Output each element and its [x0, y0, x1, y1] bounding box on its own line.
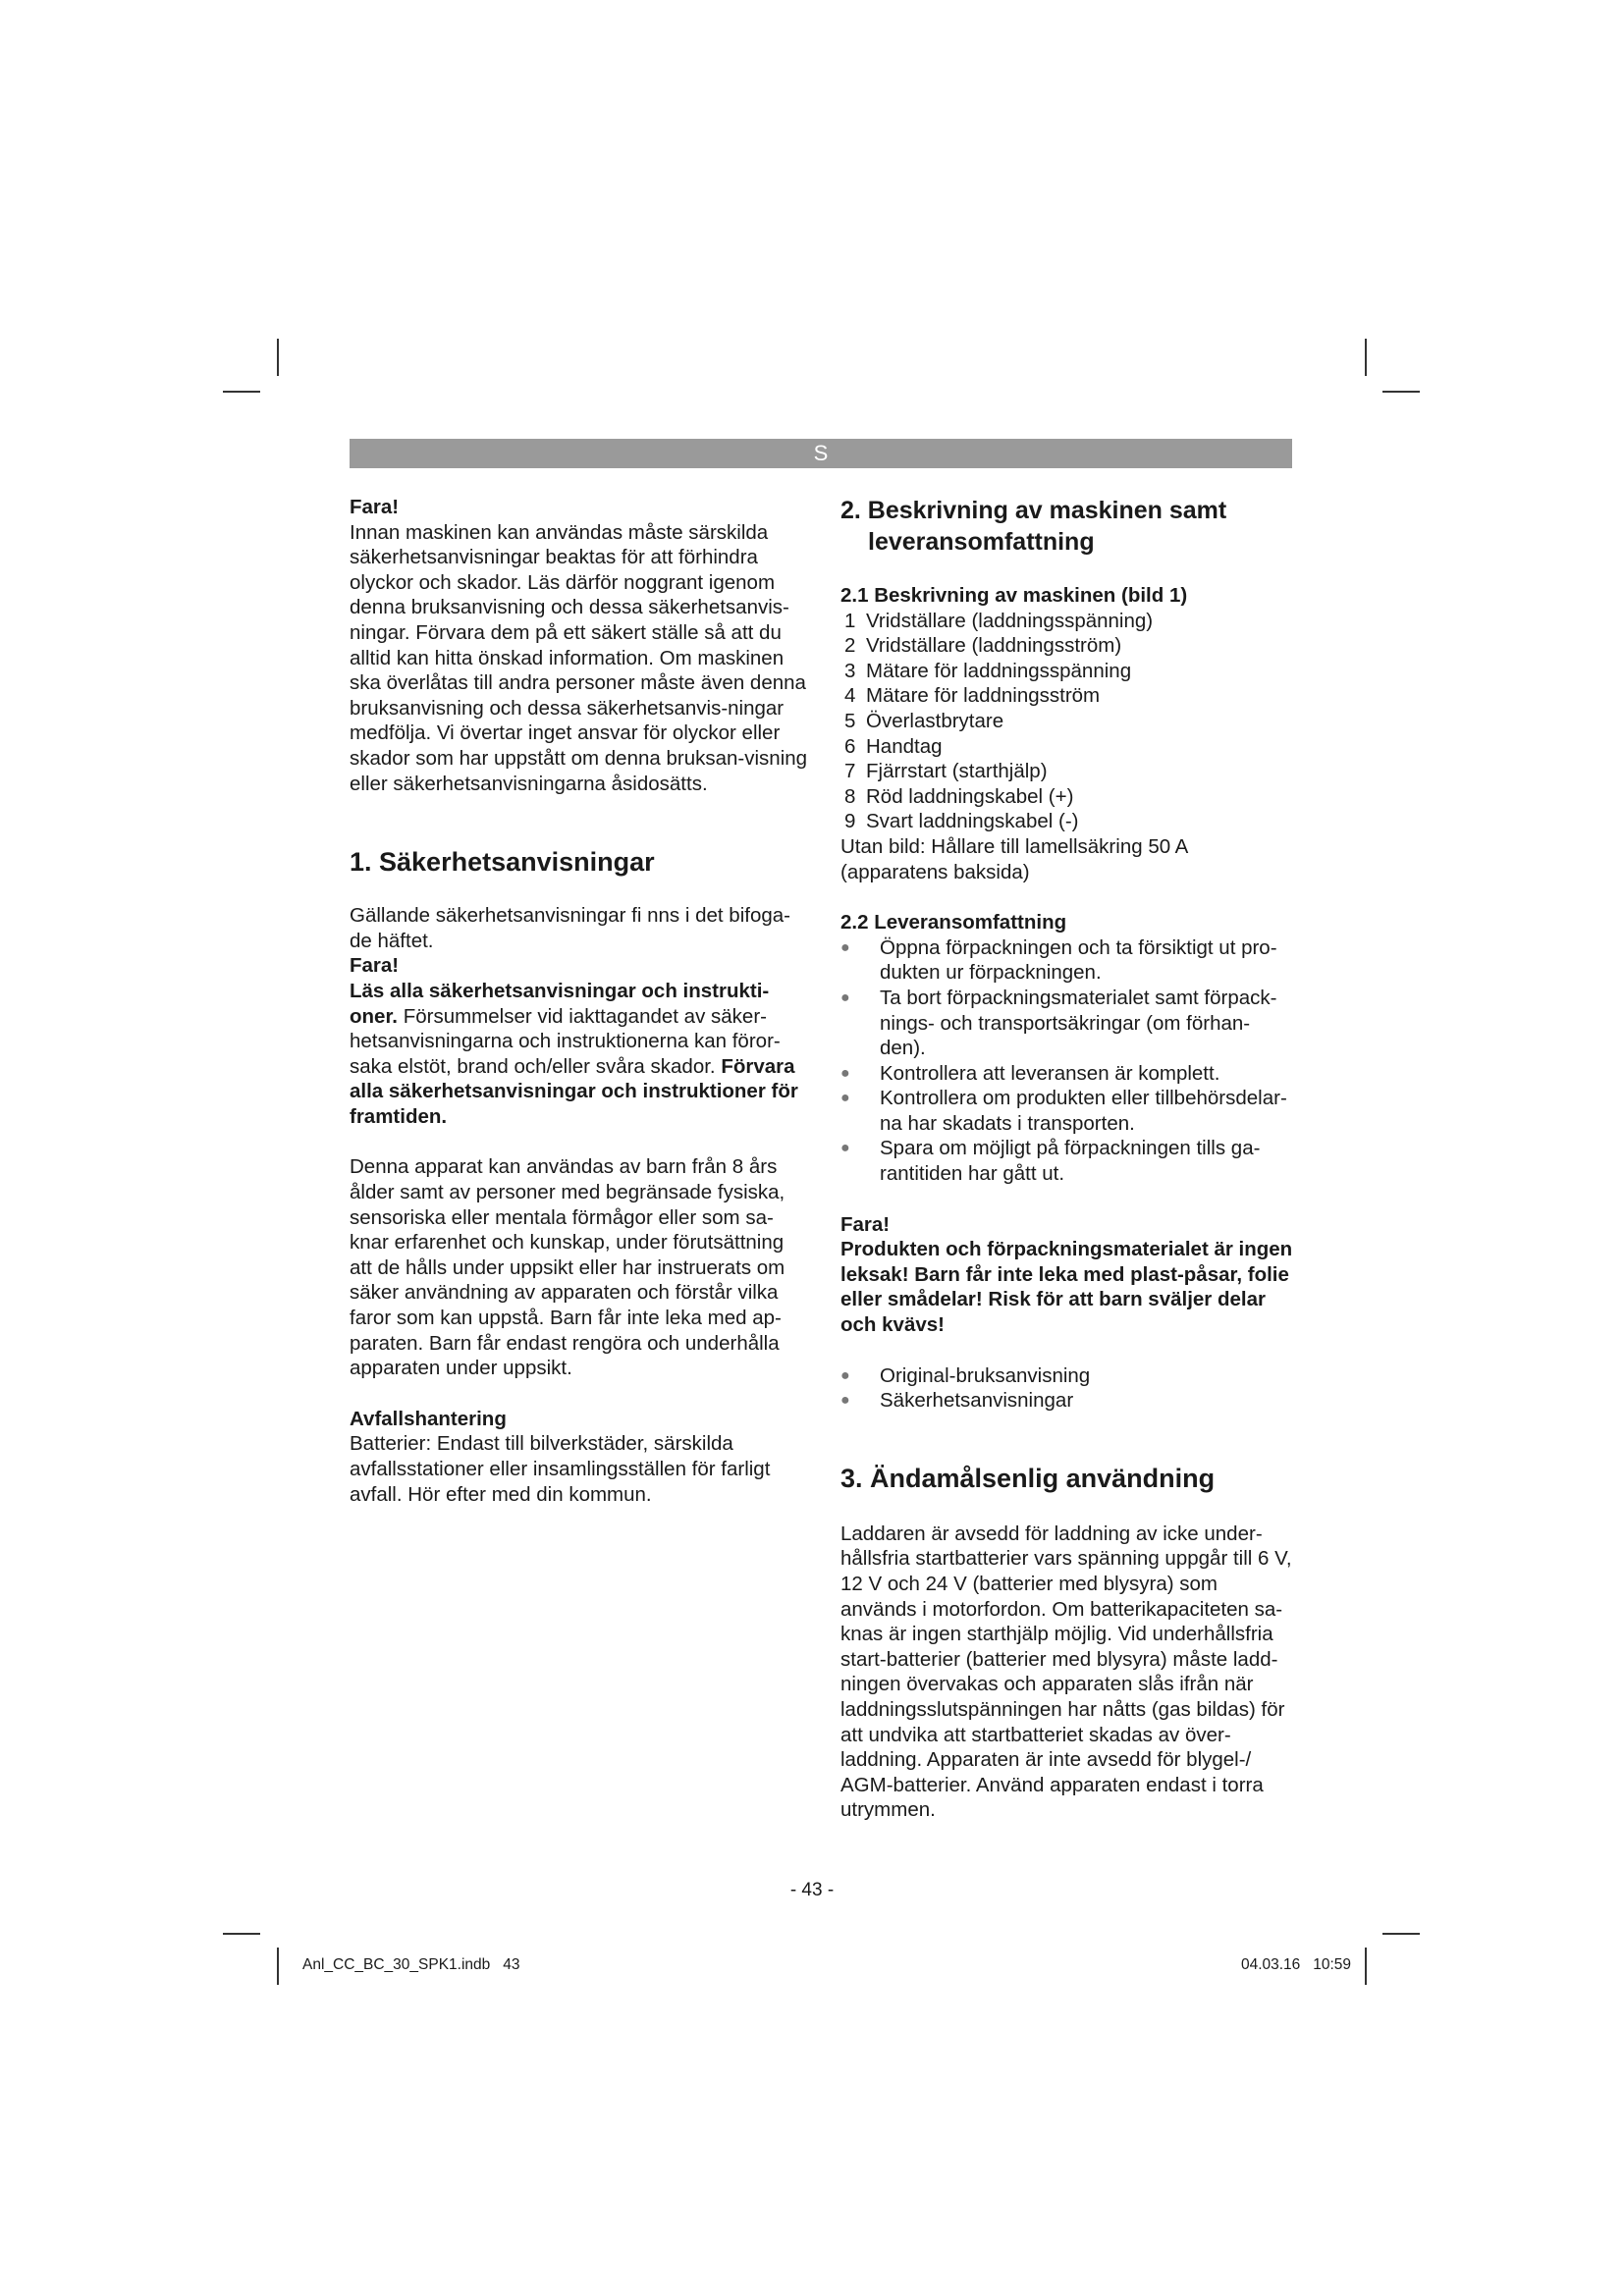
- bullet-icon: ●: [840, 1392, 850, 1410]
- bullet-icon: ●: [840, 938, 850, 956]
- item-number: 1: [844, 609, 856, 632]
- item-number: 7: [844, 760, 856, 783]
- item-number: 8: [844, 784, 856, 808]
- list-item: [840, 986, 1294, 1061]
- item-label: Handtag: [866, 734, 943, 758]
- list-item: [840, 1086, 1294, 1136]
- list-item: [840, 609, 1294, 634]
- item-number: 3: [844, 659, 856, 682]
- crop-mark: [1365, 339, 1367, 376]
- list-item: [840, 809, 1294, 834]
- crop-mark: [223, 1933, 260, 1935]
- section-1-heading: 1. Säkerhetsanvisningar: [350, 847, 655, 878]
- danger-title: Fara!: [840, 1212, 891, 1236]
- item-text: Kontrollera om produkten eller tillbehörsdelar-na har skadats i transporten.: [880, 1087, 1287, 1135]
- waste-title: Avfallshantering: [350, 1407, 507, 1430]
- crop-mark: [1382, 1933, 1420, 1935]
- children-paragraph: Denna apparat kan användas av barn från 8 års ålder samt av personer med begränsade fysiska, sensoriska eller mentala förmågor eller som sa-knar erfarenhet och kunskap, under förutsättning att de hålls under uppsikt eller har instruerats om säker användning av apparaten och förstår vilka faror som kan uppstå. Barn får inte leka med ap-paraten. Barn får endast rengöra och underhålla apparaten under uppsikt.: [350, 1155, 785, 1380]
- delivery-steps: [840, 935, 1294, 1187]
- danger-title: Fara!: [350, 496, 400, 518]
- crop-mark: [277, 1948, 279, 1985]
- list-item: [840, 1363, 1294, 1389]
- list-item: [840, 759, 1294, 784]
- safety-instructions: [350, 979, 811, 1130]
- list-item: [840, 935, 1294, 986]
- right-column: [840, 495, 1294, 1823]
- danger-text: Innan maskinen kan användas måste särskilda säkerhetsanvisningar beaktas för att förhindra olyckor och skador. Läs därför noggrant igenom denna bruksanvisning och dessa säkerhetsanvis-ningar. Förvara dem på ett säkert ställe så att du alltid kan hitta önskad information. Om maskinen ska överlåtas till andra personer måste även denna bruksanvisning och dessa säkerhetsanvis-ningar medfölja. Vi övertar inget ansvar för olyckor eller skador som har uppstått om denna bruksan-visning eller säkerhetsanvisningarna åsidosätts.: [350, 520, 808, 795]
- list-item: [840, 1388, 1294, 1414]
- list-item: [840, 1136, 1294, 1186]
- footer-timestamp: 04.03.16 10:59: [1240, 1956, 1351, 1973]
- bullet-icon: ●: [840, 988, 850, 1006]
- crop-mark: [1382, 391, 1420, 393]
- item-label: Vridställare (laddningsström): [866, 634, 1122, 658]
- item-number: 2: [844, 634, 856, 658]
- crop-mark: [277, 339, 279, 376]
- danger-title: Fara!: [350, 954, 400, 978]
- page-number: - 43 -: [789, 1880, 835, 1900]
- bullet-icon: ●: [840, 1366, 850, 1384]
- crop-mark: [223, 391, 260, 393]
- normal-text: Försummelser vid iakttagandet av säker-hetsanvisningarna och instruktionerna kan föror-saka elstöt, brand och/eller svåra skador.: [350, 1004, 781, 1078]
- section-2-heading: [840, 495, 1294, 558]
- waste-text: Batterier: Endast till bilverkstäder, särskilda avfallsstationer eller insamlingsställen för farligt avfall. Hör efter med din kommun.: [350, 1432, 771, 1506]
- item-label: Röd laddningskabel (+): [866, 784, 1074, 808]
- item-label: Överlastbrytare: [866, 709, 1004, 732]
- item-number: 6: [844, 734, 856, 758]
- item-text: Spara om möjligt på förpackningen tills ga-rantitiden har gått ut.: [880, 1137, 1261, 1186]
- left-column: [350, 495, 811, 1507]
- item-text: Original-bruksanvisning: [880, 1363, 1091, 1387]
- item-number: 5: [844, 709, 856, 732]
- subsection-title: 2.2 Leveransomfattning: [840, 911, 1067, 934]
- list-item: [840, 734, 1294, 760]
- item-label: Svart laddningskabel (-): [866, 810, 1079, 833]
- heading-line: leveransomfattning: [868, 528, 1095, 556]
- list-item: [840, 709, 1294, 734]
- item-number: 4: [844, 684, 856, 708]
- item-text: Kontrollera att leveransen är komplett.: [880, 1061, 1220, 1085]
- footer-filename: Anl_CC_BC_30_SPK1.indb 43: [302, 1956, 520, 1973]
- subsection-title: 2.1 Beskrivning av maskinen (bild 1): [840, 584, 1188, 607]
- item-text: Säkerhetsanvisningar: [880, 1389, 1074, 1413]
- bold-text: Förvara alla säkerhetsanvisningar och instruktioner för framtiden.: [350, 1054, 798, 1128]
- bullet-icon: ●: [840, 1140, 850, 1157]
- bold-text: Läs alla säkerhetsanvisningar och instrukti-oner.: [350, 979, 770, 1028]
- section-3-heading: 3. Ändamålsenlig användning: [840, 1463, 1216, 1493]
- item-label: Vridställare (laddningsspänning): [866, 609, 1154, 632]
- safety-intro: Gällande säkerhetsanvisningar fi nns i det bifoga-de häftet.: [350, 904, 790, 952]
- item-text: Ta bort förpackningsmaterialet samt förpack-nings- och transportsäkringar (om förhan-den).: [880, 986, 1277, 1060]
- language-code: S: [813, 441, 829, 465]
- without-image-note: Utan bild: Hållare till lamellsäkring 50 A (apparatens baksida): [840, 834, 1188, 883]
- intended-use-text: Laddaren är avsedd för laddning av icke under-hållsfria startbatterier vars spänning uppgår till 6 V, 12 V och 24 V (batterier med blysyra) som används i motorfordon. Om batterikapaciteten sa-knas är ingen starthjälp möjlig. Vid underhållsfria start-batterier (batterier med blysyra) måste ladd-ningen övervakas och apparaten slås ifrån när laddningsslutspänningen har nåtts (gas bildas) för att undvika att startbatteriet skadas av över-laddning. Apparaten är inte avsedd för blygel-/ AGM-batterier. Använd apparaten endast i torra utrymmen.: [840, 1522, 1292, 1822]
- danger-text: Produkten och förpackningsmaterialet är ingen leksak! Barn får inte leka med plast-påsar, folie eller smådelar! Risk för att barn sväljer delar och kvävs!: [840, 1238, 1293, 1337]
- list-item: [840, 784, 1294, 810]
- bullet-icon: ●: [840, 1064, 850, 1082]
- bullet-icon: ●: [840, 1090, 850, 1107]
- crop-mark: [1365, 1948, 1367, 1985]
- list-item: [840, 659, 1294, 684]
- parts-list: [840, 609, 1294, 834]
- item-number: 9: [844, 810, 856, 833]
- list-item: [840, 683, 1294, 709]
- included-documents: [840, 1363, 1294, 1414]
- language-header-bar: [350, 439, 1292, 468]
- item-label: Mätare för laddningsspänning: [866, 659, 1132, 682]
- list-item: [840, 1061, 1294, 1087]
- heading-line: 2. Beskrivning av maskinen samt: [840, 497, 1227, 524]
- item-text: Öppna förpackningen och ta försiktigt ut pro-dukten ur förpackningen.: [880, 935, 1277, 985]
- item-label: Mätare för laddningsström: [866, 684, 1101, 708]
- item-label: Fjärrstart (starthjälp): [866, 760, 1048, 783]
- list-item: [840, 633, 1294, 659]
